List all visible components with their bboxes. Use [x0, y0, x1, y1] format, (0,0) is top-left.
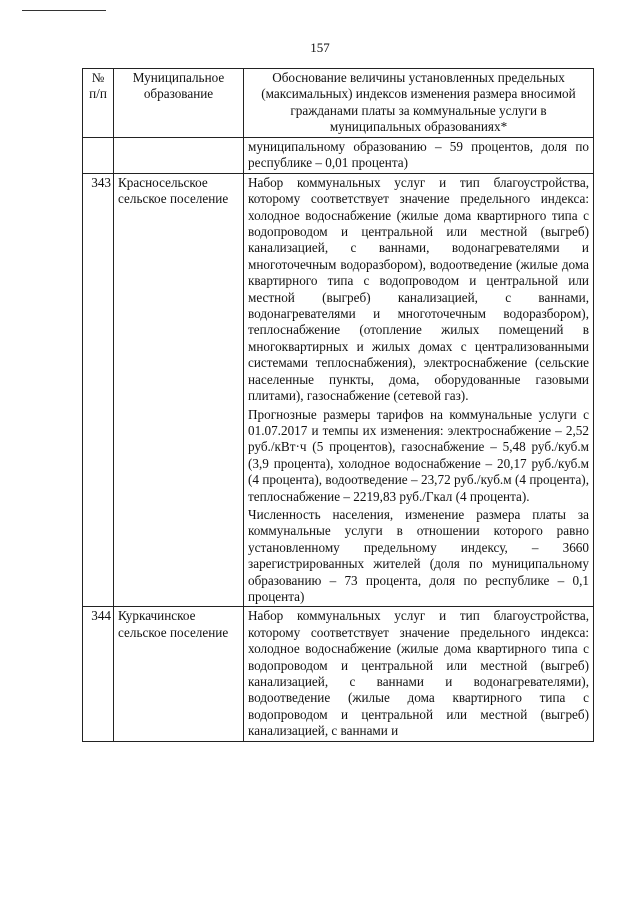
- row-num: 344: [83, 607, 114, 741]
- paragraph: Прогнозные размеры тарифов на коммунальные услуги с 01.07.2017 и темпы их изменения: электроснабжение – 2,52 руб./кВт·ч (5 процентов), газоснабжение – 5,48 руб./куб.м (3,9 процента), холодное водоснабжение – 20,17 руб./куб.м (4 процента), водоотведение – 23,72 руб./куб.м (4 процента), теплоснабжение – 2219,83 руб./Гкал (4 процента).: [248, 406, 589, 504]
- table-header-row: [83, 69, 594, 138]
- header-municipality: Муниципальное образование: [114, 69, 244, 138]
- paragraph: Численность населения, изменение размера платы за коммунальные услуги в отношении которого равно установленному предельному индексу, – 3660 зарегистрированных жителей (доля по муниципальному образованию – 73 процента, доля по республике – 0,1 процента): [248, 506, 589, 604]
- row-justification: [244, 173, 594, 607]
- table-row: [83, 138, 594, 174]
- top-rule: [22, 10, 106, 11]
- header-num: № п/п: [83, 69, 114, 138]
- page-number: 157: [310, 40, 330, 55]
- row-justification: [244, 607, 594, 741]
- row-num: 343: [83, 173, 114, 607]
- row-municipality: [114, 138, 244, 174]
- table-row: [83, 607, 594, 741]
- row-municipality: Куркачинское сельское поселение: [114, 607, 244, 741]
- paragraph: муниципальному образованию – 59 процентов, доля по республике – 0,01 процента): [248, 139, 589, 171]
- row-justification: [244, 138, 594, 174]
- row-num: [83, 138, 114, 174]
- paragraph: Набор коммунальных услуг и тип благоустройства, которому соответствует значение предельного индекса: холодное водоснабжение (жилые дома квартирного типа с водопроводом и центральной или местной (выгреб) канализацией, с ваннами и водонагревателями), водоотведение (жилые дома квартирного типа с водопроводом и центральной или местной (выгреб) канализацией, с ваннами и: [248, 608, 589, 739]
- tariff-table: [82, 68, 594, 742]
- paragraph: Набор коммунальных услуг и тип благоустройства, которому соответствует значение предельного индекса: холодное водоснабжение (жилые дома квартирного типа с водопроводом и центральной или местной (выгреб) канализацией, с ваннами, водонагревателями и многоточечным водоразбором), водоотведение (жилые дома квартирного типа с водопроводом и центральной или местной (выгреб) канализацией, с ваннами, водонагревателями и многоточечным водоразбором), теплоснабжение (отопление жилых помещений в многоквартирных и жилых домах с централизованными системами теплоснабжения), электроснабжение (сельские населенные пункты, дома, оборудованные газовыми плитами), газоснабжение (сетевой газ).: [248, 174, 589, 404]
- table-row: [83, 173, 594, 607]
- row-municipality: Красносельское сельское поселение: [114, 173, 244, 607]
- header-justification: Обоснование величины установленных предельных (максимальных) индексов изменения размера вносимой гражданами платы за коммунальные услуги в муниципальных образованиях*: [244, 69, 594, 138]
